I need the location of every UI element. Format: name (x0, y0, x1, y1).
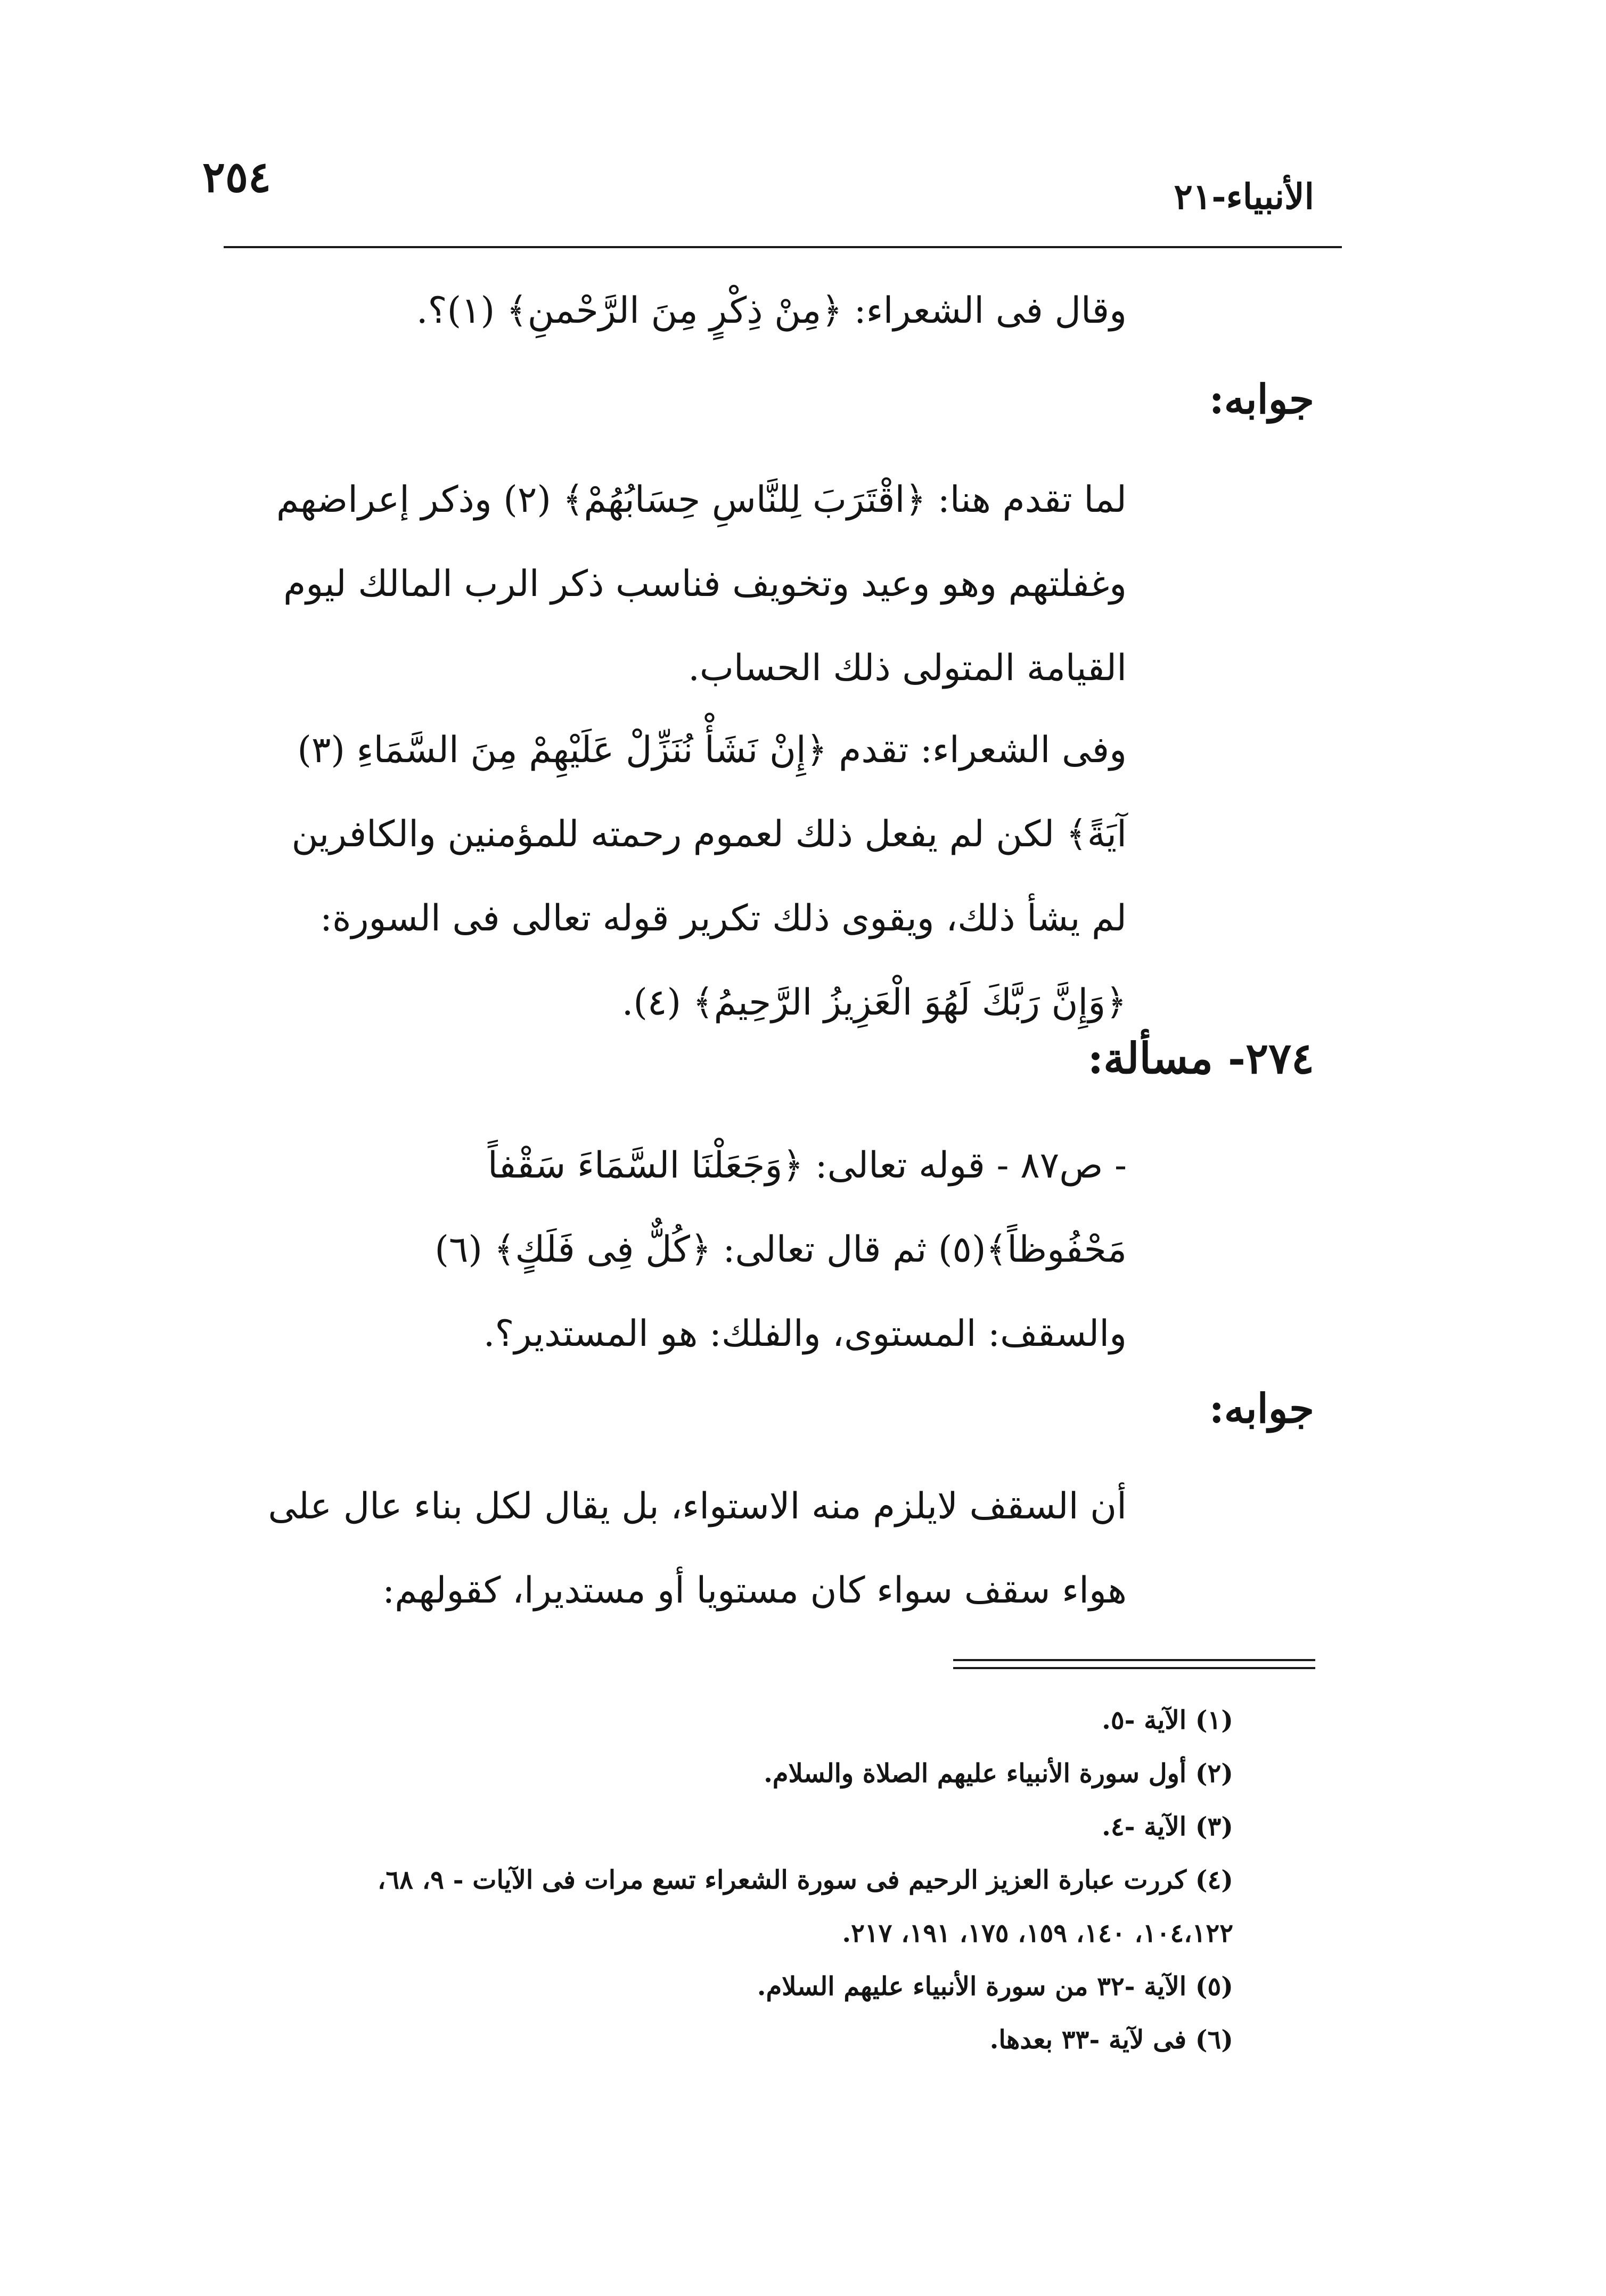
answer-paragraph (195, 458, 1127, 710)
answer-heading: جوابه: (1209, 375, 1314, 423)
text-line: لما تقدم هنا: ﴿اقْتَرَبَ لِلنَّاسِ حِسَابُهُمْ﴾ (٢) وذكر إعراضهم (276, 479, 1127, 521)
footnote: (٢) أول سورة الأنبياء عليهم الصلاة والسلام. (764, 1759, 1233, 1788)
answer-heading: جوابه: (1209, 1385, 1314, 1432)
footnote-rule (953, 1659, 1315, 1661)
text-line: - ص٨٧ - قوله تعالى: ﴿وَجَعَلْنَا السَّمَاءَ سَقْفاً (487, 1145, 1127, 1187)
text-line: أن السقف لايلزم منه الاستواء، بل يقال لكل بناء عال على (268, 1485, 1127, 1527)
footnote: (٦) فى لآية -٣٣ بعدها. (989, 2025, 1233, 2055)
text-line: وقال فى الشعراء: ﴿مِنْ ذِكْرٍ مِنَ الرَّحْمنِ﴾ (١)؟. (416, 290, 1127, 332)
footnotes (168, 1694, 1233, 2066)
question-heading: ٢٧٤- مسألة: (1087, 1033, 1314, 1083)
text-line: لم يشأ ذلك، ويقوى ذلك تكرير قوله تعالى فى السورة: (320, 897, 1127, 939)
text-line: مَحْفُوظاً﴾(٥) ثم قال تعالى: ﴿كُلٌّ فِى فَلَكٍ﴾ (٦) (435, 1229, 1127, 1271)
text-line: ﴿وَإِنَّ رَبَّكَ لَهُوَ الْعَزِيزُ الرَّحِيمُ﴾ (٤). (621, 982, 1127, 1024)
text-line: آيَةً﴾ لكن لم يفعل ذلك لعموم رحمته للمؤمنين والكافرين (291, 813, 1127, 855)
text-line: والسقف: المستوى، والفلك: هو المستدير؟. (483, 1313, 1127, 1355)
text-line: هواء سقف سواء كان مستويا أو مستديرا، كقولهم: (382, 1570, 1127, 1612)
header-rule (224, 246, 1342, 248)
answer-paragraph (195, 708, 1127, 1045)
page-number: ٢٥٤ (202, 152, 271, 202)
intro-line (195, 269, 1127, 353)
footnote: (٣) الآية -٤. (1102, 1812, 1233, 1842)
text-line: القيامة المتولى ذلك الحساب. (688, 647, 1127, 689)
footnote: (١) الآية -٥. (1102, 1705, 1233, 1735)
text-line: وفى الشعراء: تقدم ﴿إِنْ نَشَأْ نُنَزِّلْ عَلَيْهِمْ مِنَ السَّمَاءِ (٣) (297, 729, 1127, 771)
footnote-rule (953, 1667, 1315, 1669)
text-line: وغفلتهم وهو وعيد وتخويف فناسب ذكر الرب المالك ليوم (283, 563, 1127, 605)
running-title: الأنبياء-٢١ (1174, 176, 1314, 217)
footnote: (٥) الآية -٣٢ من سورة الأنبياء عليهم السلام. (757, 1972, 1233, 2001)
footnote: (٤) كررت عبارة العزيز الرحيم فى سورة الشعراء تسع مرات فى الآيات - ٩، ٦٨، (377, 1865, 1233, 1895)
footnote: ١٠٤،١٢٢، ١٤٠، ١٥٩، ١٧٥، ١٩١، ٢١٧. (842, 1918, 1233, 1948)
question-paragraph (195, 1124, 1127, 1376)
answer-paragraph (195, 1465, 1127, 1633)
